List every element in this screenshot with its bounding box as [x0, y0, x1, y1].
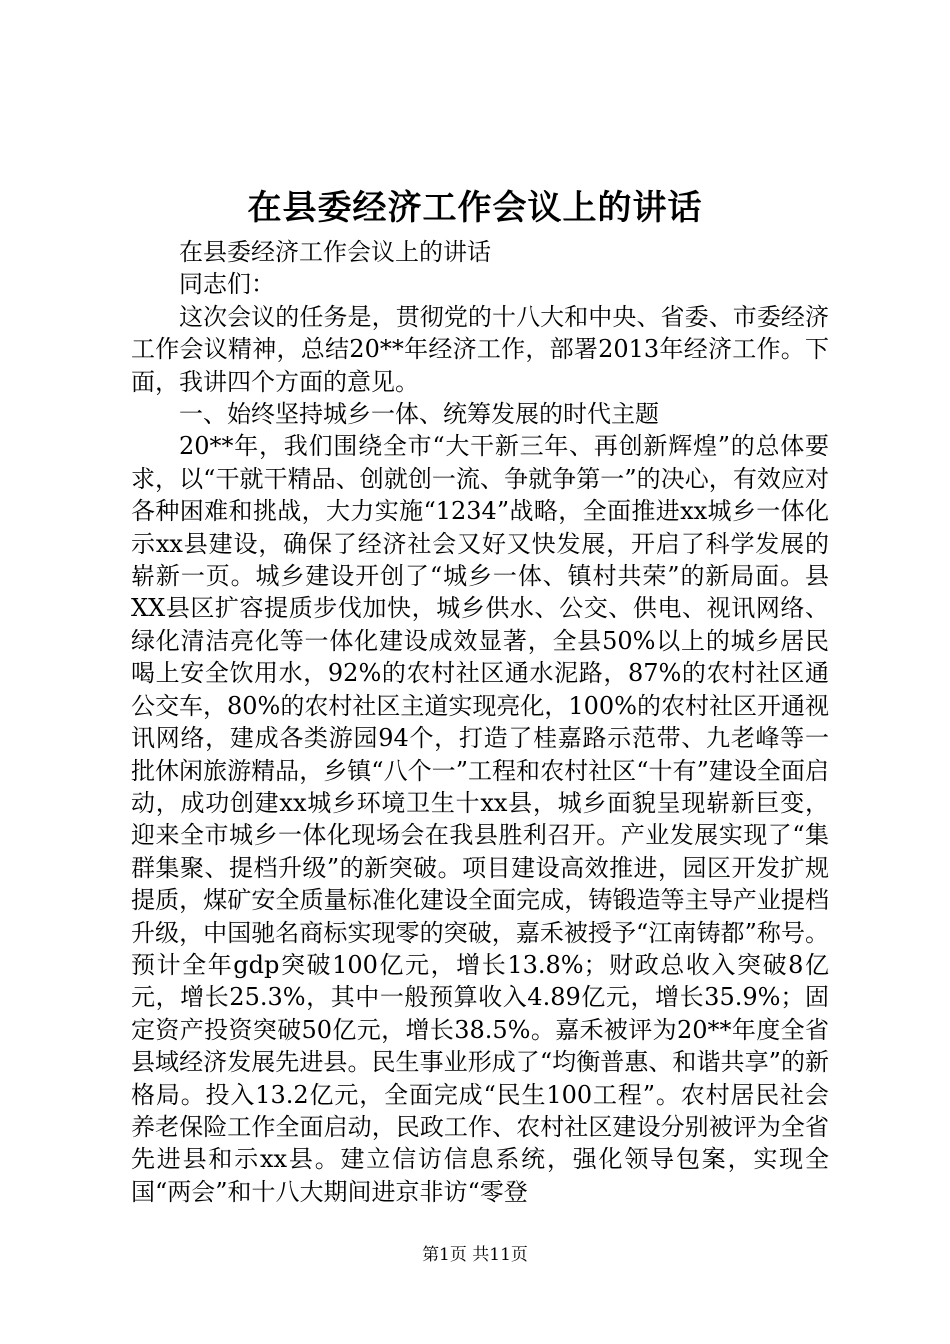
document-body	[131, 236, 829, 1208]
paragraph-salutation: 同志们：	[179, 270, 275, 299]
paragraph-section-1: 20**年，我们围绕全市“大干新三年、再创新辉煌”的总体要求，以“干就干精品、创就创一流、争就争第一”的决心，有效应对各种困难和挑战，大力实施“1234”战略，全面推进xx城乡一体化示xx县建设，确保了经济社会又好又快发展，开启了科学发展的崭新一页。城乡建设开创了“城乡一体、镇村共荣”的新局面。县XX县区扩容提质步伐加快，城乡供水、公交、供电、视讯网络、绿化清洁亮化等一体化建设成效显著，全县50%以上的城乡居民喝上安全饮用水，92%的农村社区通水泥路，87%的农村社区通公交车，80%的农村社区主道实现亮化，100%的农村社区开通视讯网络，建成各类游园94个，打造了桂嘉路示范带、九老峰等一批休闲旅游精品，乡镇“八个一”工程和农村社区“十有”建设全面启动，成功创建xx城乡环境卫生十xx县，城乡面貌呈现崭新巨变，迎来全市城乡一体化现场会在我县胜利召开。产业发展实现了“集群集聚、提档升级”的新突破。项目建设高效推进，园区开发扩规提质，煤矿安全质量标准化建设全面完成，铸锻造等主导产业提档升级，中国驰名商标实现零的突破，嘉禾被授予“江南铸都”称号。预计全年gdp突破100亿元，增长13.8%；财政总收入突破8亿元，增长25.3%，其中一般预算收入4.89亿元，增长35.9%；固定资产投资突破50亿元，增长38.5%。嘉禾被评为20**年度全省县域经济发展先进县。民生事业形成了“均衡普惠、和谐共享”的新格局。投入13.2亿元，全面完成“民生100工程”。农村居民社会养老保险工作全面启动，民政工作、农村社区建设分别被评为全省先进县和示xx县。建立信访信息系统，强化领导包案，实现全国“两会”和十八大期间进京非访“零登	[131, 432, 829, 1206]
document-title: 在县委经济工作会议上的讲话	[247, 188, 703, 228]
paragraph-intro: 这次会议的任务是，贯彻党的十八大和中央、省委、市委经济工作会议精神，总结20**年经济工作，部署2013年经济工作。下面，我讲四个方面的意见。	[131, 302, 829, 396]
section-heading-1: 一、始终坚持城乡一体、统筹发展的时代主题	[179, 400, 659, 429]
page-footer: 第1页 共11页	[422, 1245, 528, 1265]
paragraph-subtitle: 在县委经济工作会议上的讲话	[179, 238, 491, 266]
